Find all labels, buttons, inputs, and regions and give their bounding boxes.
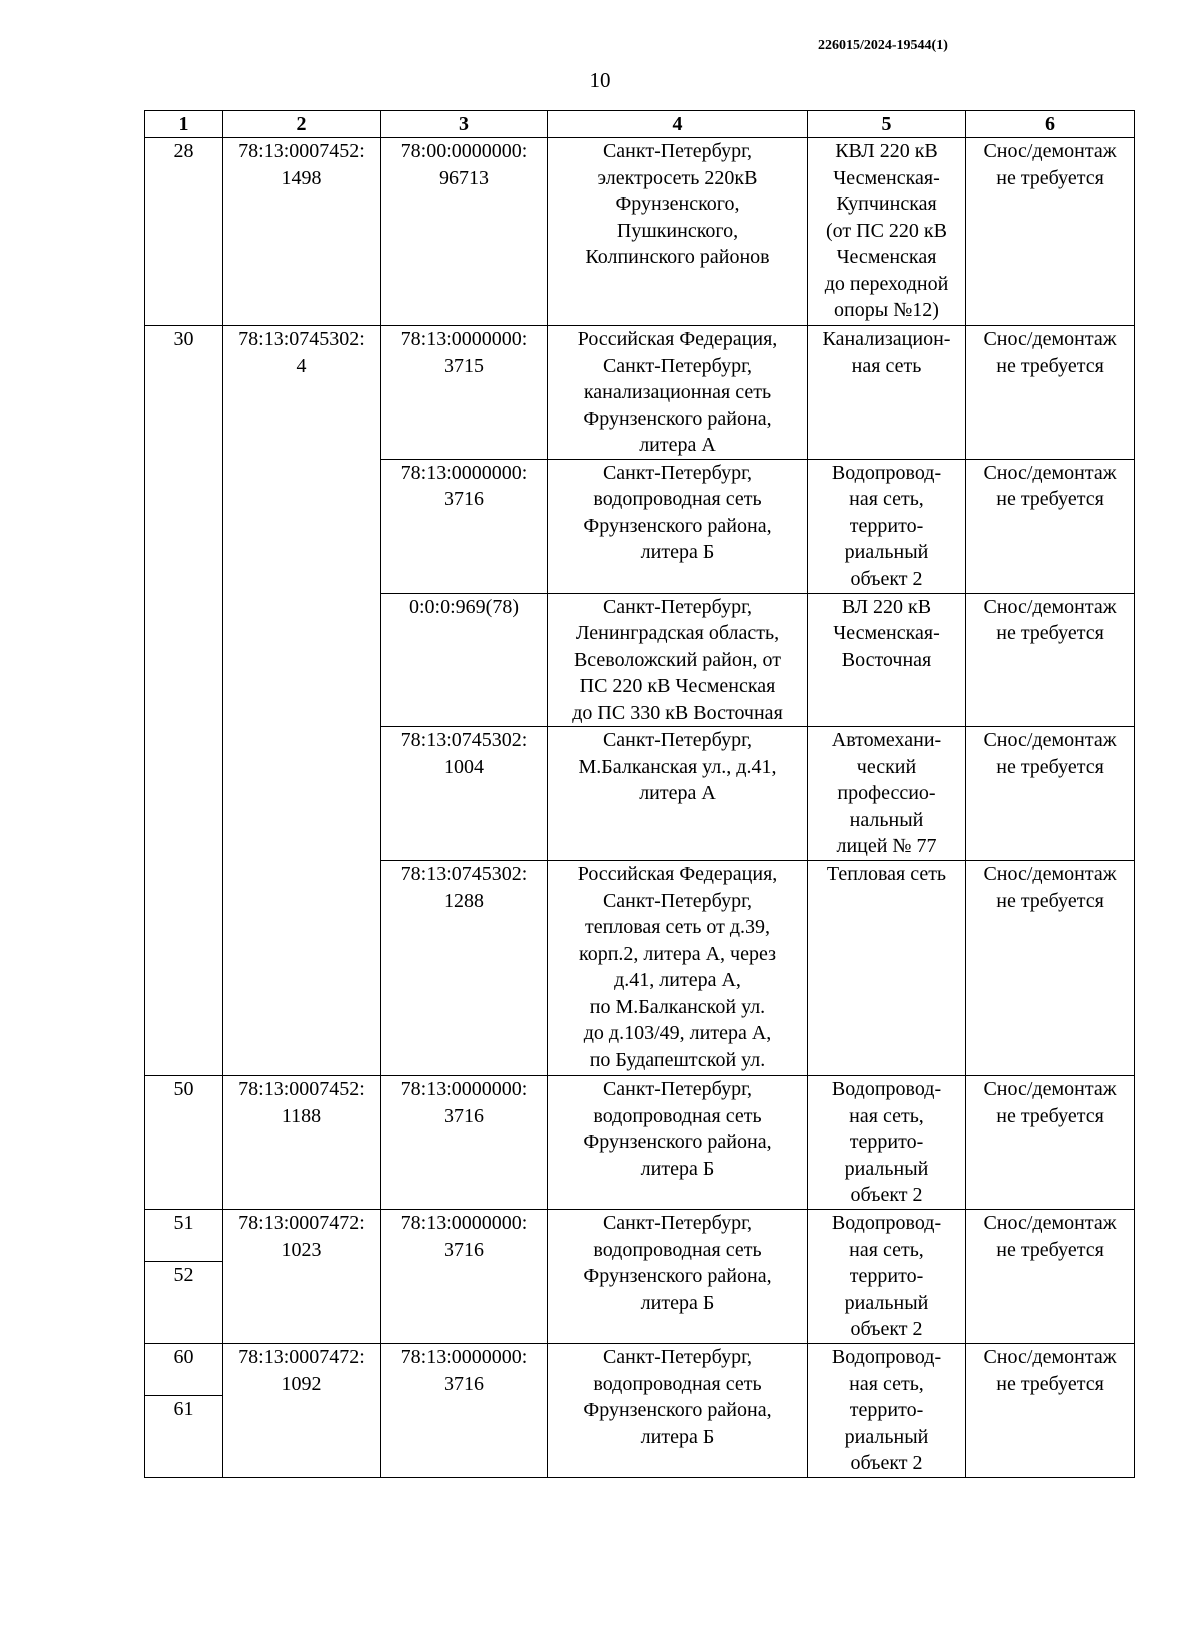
parcel-number-cell: 78:13:0007452: 1498 — [223, 138, 381, 326]
column-header: 4 — [548, 111, 808, 138]
column-header: 3 — [381, 111, 548, 138]
parcel-number-cell: 78:13:0745302: 4 — [223, 326, 381, 1076]
object-id-cell: 78:13:0000000: 3716 — [381, 459, 548, 593]
object-id-cell: 78:13:0000000: 3716 — [381, 1210, 548, 1344]
status-cell: Снос/демонтаж не требуется — [966, 326, 1135, 460]
table-row — [145, 326, 1135, 460]
status-cell: Снос/демонтаж не требуется — [966, 593, 1135, 727]
row-number-cell: 50 — [145, 1076, 223, 1210]
parcel-number-cell: 78:13:0007452: 1188 — [223, 1076, 381, 1210]
address-cell: Санкт-Петербург, Ленинградская область, Всеволожский район, от ПС 220 кВ Чесменская до ПС 330 кВ Восточная — [548, 593, 808, 727]
object-name-cell: ВЛ 220 кВ Чесменская- Восточная — [808, 593, 966, 727]
object-name-cell: Водопровод- ная сеть, террито- риальный объект 2 — [808, 1076, 966, 1210]
column-header: 1 — [145, 111, 223, 138]
address-cell: Санкт-Петербург, водопроводная сеть Фрунзенского района, литера Б — [548, 1344, 808, 1478]
address-cell: Российская Федерация, Санкт-Петербург, канализационная сеть Фрунзенского района, литера А — [548, 326, 808, 460]
object-id-cell: 78:13:0000000: 3716 — [381, 1344, 548, 1478]
objects-table — [144, 110, 1135, 1478]
table-row — [145, 138, 1135, 326]
row-number-cell: 30 — [145, 326, 223, 1076]
object-id-cell: 78:13:0000000: 3716 — [381, 1076, 548, 1210]
address-cell: Российская Федерация, Санкт-Петербург, тепловая сеть от д.39, корп.2, литера А, через д.41, литера А, по М.Балканской ул. до д.103/49, литера А, по Будапештской ул. — [548, 861, 808, 1076]
parcel-number-cell: 78:13:0007472: 1023 — [223, 1210, 381, 1344]
address-cell: Санкт-Петербург, водопроводная сеть Фрунзенского района, литера Б — [548, 459, 808, 593]
address-cell: Санкт-Петербург, электросеть 220кВ Фрунзенского, Пушкинского, Колпинского районов — [548, 138, 808, 326]
object-name-cell: Канализацион- ная сеть — [808, 326, 966, 460]
document-number: 226015/2024-19544(1) — [818, 38, 948, 53]
row-number-cell: 28 — [145, 138, 223, 326]
row-number-cell: 51 — [145, 1210, 223, 1262]
address-cell: Санкт-Петербург, водопроводная сеть Фрунзенского района, литера Б — [548, 1210, 808, 1344]
table-header-row — [145, 111, 1135, 138]
object-name-cell: Водопровод- ная сеть, террито- риальный объект 2 — [808, 459, 966, 593]
table-row — [145, 1344, 1135, 1396]
row-number-cell: 60 — [145, 1344, 223, 1396]
row-number-cell: 61 — [145, 1396, 223, 1478]
object-name-cell: Автомехани- ческий профессио- нальный лицей № 77 — [808, 727, 966, 861]
status-cell: Снос/демонтаж не требуется — [966, 1344, 1135, 1478]
status-cell: Снос/демонтаж не требуется — [966, 727, 1135, 861]
parcel-number-cell: 78:13:0007472: 1092 — [223, 1344, 381, 1478]
object-id-cell: 0:0:0:969(78) — [381, 593, 548, 727]
object-name-cell: КВЛ 220 кВ Чесменская- Купчинская (от ПС 220 кВ Чесменская до переходной опоры №12) — [808, 138, 966, 326]
status-cell: Снос/демонтаж не требуется — [966, 459, 1135, 593]
object-id-cell: 78:13:0745302: 1004 — [381, 727, 548, 861]
column-header: 5 — [808, 111, 966, 138]
table-row — [145, 1076, 1135, 1210]
object-id-cell: 78:00:0000000: 96713 — [381, 138, 548, 326]
column-header: 2 — [223, 111, 381, 138]
address-cell: Санкт-Петербург, водопроводная сеть Фрунзенского района, литера Б — [548, 1076, 808, 1210]
object-name-cell: Водопровод- ная сеть, террито- риальный объект 2 — [808, 1210, 966, 1344]
object-name-cell: Тепловая сеть — [808, 861, 966, 1076]
table-row — [145, 1210, 1135, 1262]
status-cell: Снос/демонтаж не требуется — [966, 861, 1135, 1076]
status-cell: Снос/демонтаж не требуется — [966, 138, 1135, 326]
address-cell: Санкт-Петербург, М.Балканская ул., д.41, литера А — [548, 727, 808, 861]
object-name-cell: Водопровод- ная сеть, террито- риальный объект 2 — [808, 1344, 966, 1478]
status-cell: Снос/демонтаж не требуется — [966, 1076, 1135, 1210]
row-number-cell: 52 — [145, 1262, 223, 1344]
object-id-cell: 78:13:0745302: 1288 — [381, 861, 548, 1076]
page-number: 10 — [589, 68, 611, 92]
object-id-cell: 78:13:0000000: 3715 — [381, 326, 548, 460]
status-cell: Снос/демонтаж не требуется — [966, 1210, 1135, 1344]
column-header: 6 — [966, 111, 1135, 138]
